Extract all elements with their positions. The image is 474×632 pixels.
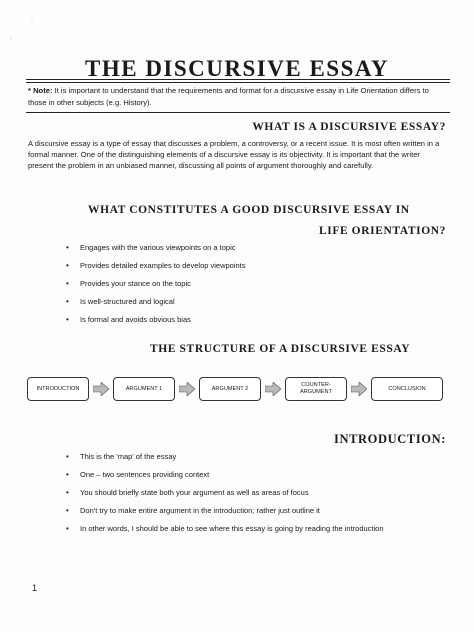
flow-box-argument-1: ARGUMENT 1 [113,377,175,401]
list-item: • Don't try to make entire argument in the introduction; rather just outline it [66,505,456,523]
list-item: • This is the 'map' of the essay [66,451,456,469]
page-title: THE DISCURSIVE ESSAY [85,56,389,81]
good-essay-heading-line2: LIFE ORIENTATION? [318,225,446,237]
good-essay-heading-line1: WHAT CONSTITUTES A GOOD DISCURSIVE ESSAY IN [88,204,410,216]
list-item: • You should briefly state both your argument as well as areas of focus [66,487,456,505]
what-is-paragraph: A discursive essay is a type of essay that discusses a problem, a controversy, or a recent issue. It is most often written in a formal manner. One of the distinguishing elements of a discursive essay is its objectivity. It is important that the writer present the problem in an unbiased manner, discussing all points of argument thoroughly and carefully. [28,139,440,171]
list-item: • In other words, I should be able to see where this essay is going by reading the introduction [66,523,456,541]
list-item: • Is well-structured and logical [66,296,446,314]
flow-box-argument-2: ARGUMENT 2 [199,377,261,401]
list-item: • One – two sentences providing context [66,469,456,487]
list-item: • Is formal and avoids obvious bias [66,314,446,332]
arrow-right-icon [93,382,109,396]
list-item: • Provides your stance on the topic [66,278,446,296]
note-rule [26,112,450,113]
arrow-right-icon [265,382,281,396]
note-text [28,85,448,108]
arrow-right-icon [351,382,367,396]
title-rule-top [26,79,450,80]
scan-mark: · [10,36,12,42]
note-body: It is important to understand that the requirements and format for a discursive essay in Life Orientation differs to those in other subjects (e.g. History). [28,86,429,107]
good-essay-list [66,242,446,332]
structure-flow [27,373,447,407]
flow-box-counter-argument: COUNTER-ARGUMENT [285,377,347,401]
flow-box-conclusion: CONCLUSION [371,377,443,401]
structure-heading: THE STRUCTURE OF A DISCURSIVE ESSAY [150,343,411,355]
list-item: • Provides detailed examples to develop viewpoints [66,260,446,278]
note-prefix: * Note: [28,86,53,95]
what-is-heading: WHAT IS A DISCURSIVE ESSAY? [252,121,446,133]
title-rule-bottom [26,82,450,83]
introduction-list [66,451,456,541]
flow-box-introduction: INTRODUCTION [27,377,89,401]
page-number: 1 [32,583,38,593]
introduction-heading: INTRODUCTION: [334,432,446,446]
scan-mark: · [31,16,33,22]
list-item: • Engages with the various viewpoints on a topic [66,242,446,260]
arrow-right-icon [179,382,195,396]
